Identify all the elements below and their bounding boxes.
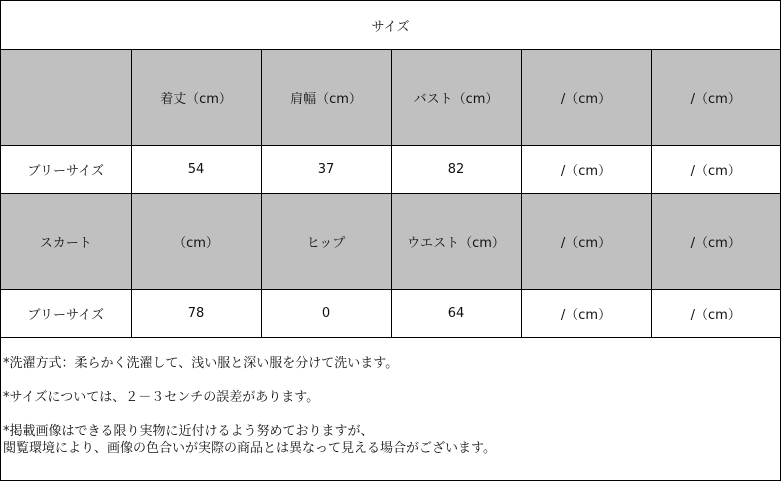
size-chart-title: サイズ [1,1,780,50]
table-cell: ヒップ [261,194,391,290]
table-cell [1,50,131,146]
table-cell: ブリーサイズ [1,290,131,338]
table-row [1,146,780,194]
table-cell: ウエスト（cm） [391,194,521,290]
image-note-line-1: *掲載画像はできる限り実物に近付けるよう努めておりますが、 [3,424,374,439]
table-cell: 0 [261,290,391,338]
table-cell: /（cm） [521,290,651,338]
table-cell: /（cm） [651,50,780,146]
table-cell: バスト（cm） [391,50,521,146]
table-cell: 78 [131,290,261,338]
table-cell: 82 [391,146,521,194]
table-cell: 64 [391,290,521,338]
table-header-row [1,50,780,146]
size-table [1,49,780,338]
table-cell: /（cm） [521,194,651,290]
table-cell: /（cm） [521,146,651,194]
size-tolerance-note: *サイズについては、２－３センチの誤差があります。 [3,390,320,405]
image-note-line-2: 閲覧環境により、画像の色合いが実際の商品とは異なって見える場合がございます。 [3,441,496,456]
table-cell: 37 [261,146,391,194]
table-cell: 肩幅（cm） [261,50,391,146]
table-cell: （cm） [131,194,261,290]
table-cell: スカート [1,194,131,290]
table-cell: ブリーサイズ [1,146,131,194]
table-cell: /（cm） [651,194,780,290]
table-cell: /（cm） [651,290,780,338]
notes [3,355,778,457]
table-row [1,290,780,338]
table-cell: 着丈（cm） [131,50,261,146]
table-cell: /（cm） [521,50,651,146]
table-cell: 54 [131,146,261,194]
washing-note: *洗濯方式：柔らかく洗濯して、浅い服と深い服を分けて洗います。 [3,356,399,371]
table-cell: /（cm） [651,146,780,194]
table-header-row [1,194,780,290]
